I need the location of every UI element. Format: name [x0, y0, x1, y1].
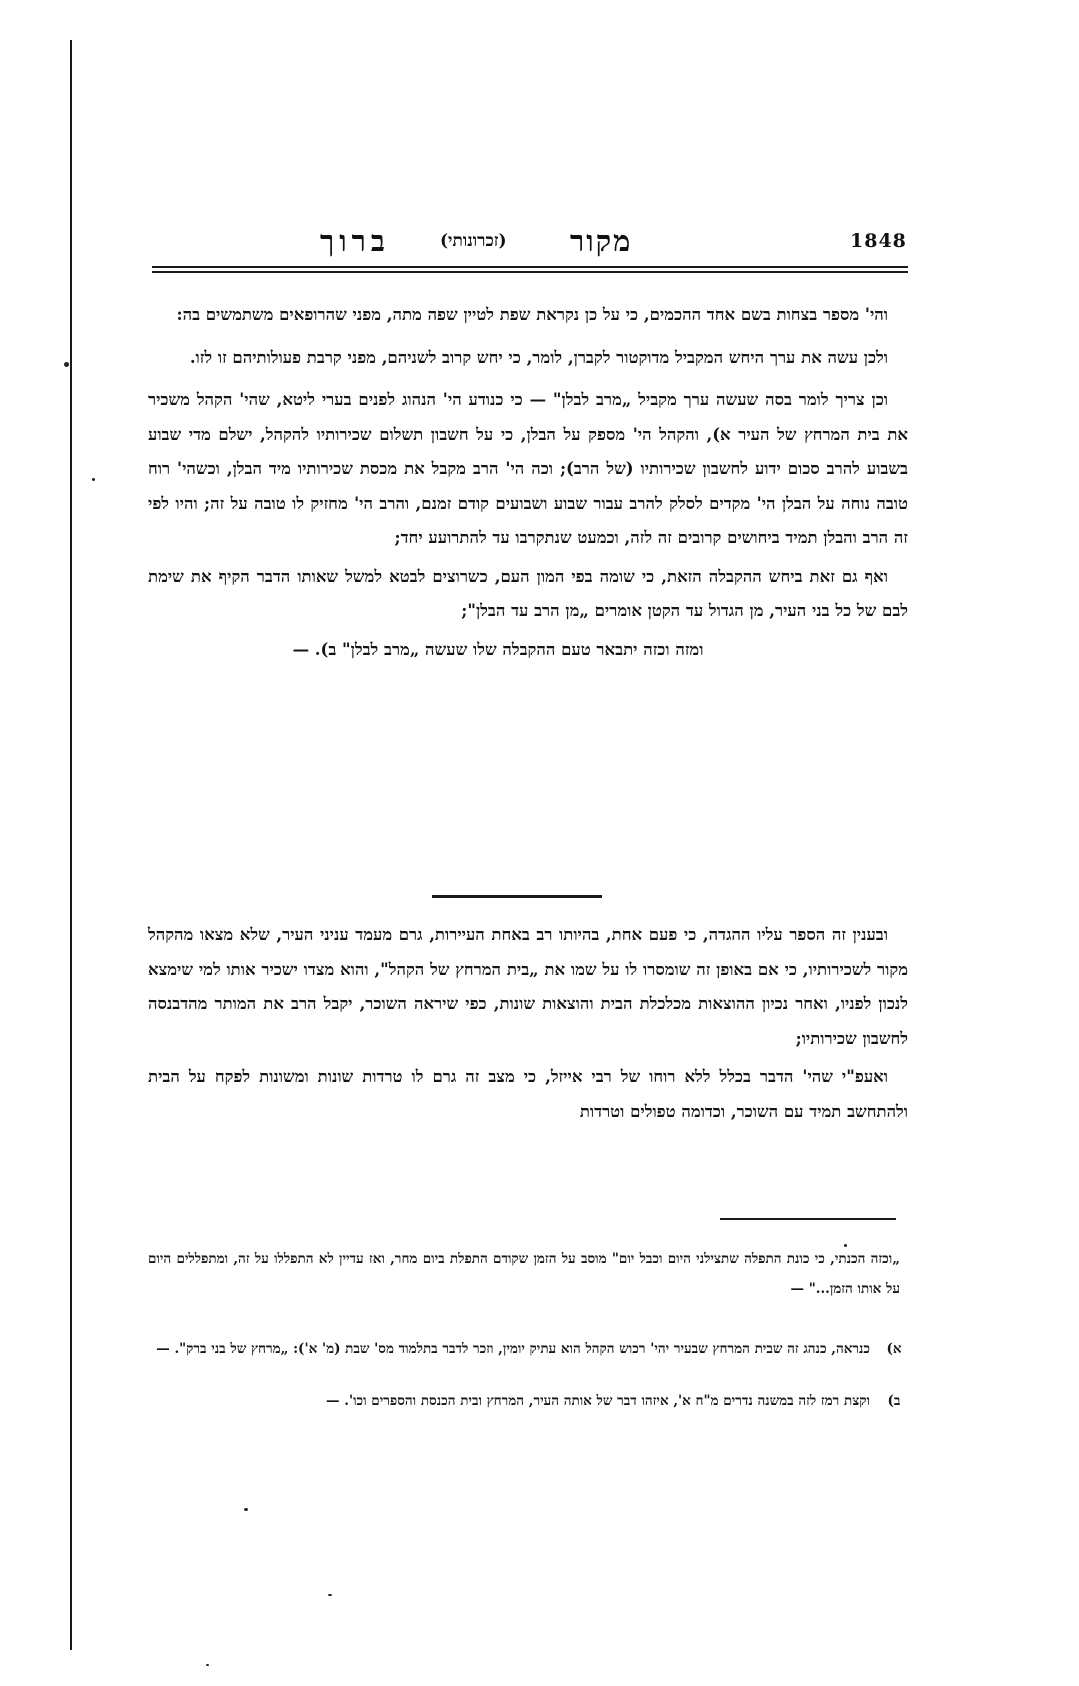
body-paragraph: ואעפ"י שהי' הדבר בכלל ללא רוחו של רבי אייזל, כי מצב זה גרם לו טרדות שונות ומשונות לפקח על הבית ולהתחשב תמיד עם השוכר, וכדומה טפולים וטרדות [148, 1067, 908, 1121]
body-paragraph: וכן צריך לומר בסה שעשה ערך מקביל „מרב לבלן" — כי כנודע הי' הנהוג לפנים בערי ליטא, שהי' הקהל משכיר את בית המרחץ של העיר א), והקהל הי' מספק על הבלן, כי על חשבון תשלום שכירותיו להקהל, ישלם מדי שבוע בשבוע להרב סכום ידוע לחשבון שכירותיו (של הרב); וכה הי' הרב מקבל את מכסת שכירותיו מיד הבלן, וכשהי' רוח טובה נוחה על הבלן הי' מקדים לסלק להרב עבור שבוע ושבועים קודם זמנם, והרב הי' מחזיק לו טובה על זה; והיו לפי זה הרב והבלן תמיד ביחושים קרובים זה לזה, וכמעט שנתקרבו עד להתרועע יחד; [148, 390, 908, 547]
body-paragraph: ובענין זה הספר עליו ההגדה, כי פעם אחת, בהיותו רב באחת העיירות, גרם מעמד עניני העיר, שלא מצאו מהקהל מקור לשכירותיו, כי אם באופן זה שומסרו לו על שמו את „בית המרחץ של הקהל", והוא מצדו ישכיר אותו למי שימצא לנכון לפניו, ואחר נכיון ההוצאות מכלכלת הבית והוצאות שונות, כפי שיראה השוכר, יקבל הרב את המותר מהדבנסה לחשבון שכירותיו; [148, 925, 908, 1048]
footnote-item [148, 1334, 900, 1364]
header-subtitle: (זכרונותי) [440, 231, 507, 251]
header-title-word: ברוך [320, 224, 390, 258]
main-text-section-2 [148, 918, 908, 1129]
body-paragraph: ומזה וכזה יתבאר טעם ההקבלה שלו שעשה „מרב לבלן" ב). — [292, 639, 704, 659]
body-paragraph: ואף גם זאת ביחש ההקבלה הזאת, כי שומה בפי המון העם, כשרוצים לבטא למשל שאותו הדבר הקיף את שימת לבם של כל בני העיר, מן הגדול עד הקטן אומרים „מן הרב עד הבלן"; [148, 566, 908, 620]
footnote-marker: ב) [887, 1393, 901, 1409]
header-rule-top [152, 266, 908, 268]
scan-speck [244, 1508, 248, 1511]
scan-speck [206, 1664, 209, 1666]
footnote-text: „וכזה הכנתי, כי כונת התפלה שתצילני היום וכבל יום" מוסב על הזמן שקודם התפלת ביום מחר, ואז עדיין לא התפללו על זה, ומתפללים היום על אותו הזמן..." — [148, 1251, 900, 1297]
footnote-marker: א) [886, 1341, 902, 1357]
scan-speck [64, 362, 69, 367]
header-rule-bottom [152, 271, 908, 273]
footnote-separator [720, 1218, 896, 1220]
footnote-text: וקצת רמז לזה במשנה נדרים מ"ח א', איזהו דבר של אותה העיר, המרחץ ובית הכנסת והספרים וכו'. — [326, 1393, 870, 1409]
binding-edge-line [70, 40, 72, 1650]
body-paragraph: ולכן עשה את ערך היחש המקביל מדוקטור לקברן, לומר, כי יחש קרוב לשניהם, מפני קרבת פעולותיהם זו לזו. [189, 347, 888, 367]
footnote-item [148, 1386, 900, 1416]
header-title-word: מקור [570, 224, 633, 258]
footnote-continued [148, 1244, 900, 1304]
footnote-text: כנראה, כנהג זה שבית המרחץ שבעיר יהי' רכוש הקהל הוא עתיק יומין, וזכר לדבר בתלמוד מס' שבת (מ' א'): „מרחץ של בני ברק". — [156, 1341, 870, 1357]
section-divider [432, 895, 602, 898]
scan-speck [92, 478, 95, 481]
running-header [150, 224, 910, 264]
main-text-section-1 [148, 298, 908, 667]
footnotes [148, 1244, 900, 1438]
scan-speck [328, 1594, 332, 1596]
body-paragraph: והי' מספר בצחות בשם אחד ההכמים, כי על כן נקראת שפת לטיין שפה מתה, מפני שהרופאים משתמשים בה: [176, 305, 888, 324]
page-number: 1848 [850, 230, 907, 252]
